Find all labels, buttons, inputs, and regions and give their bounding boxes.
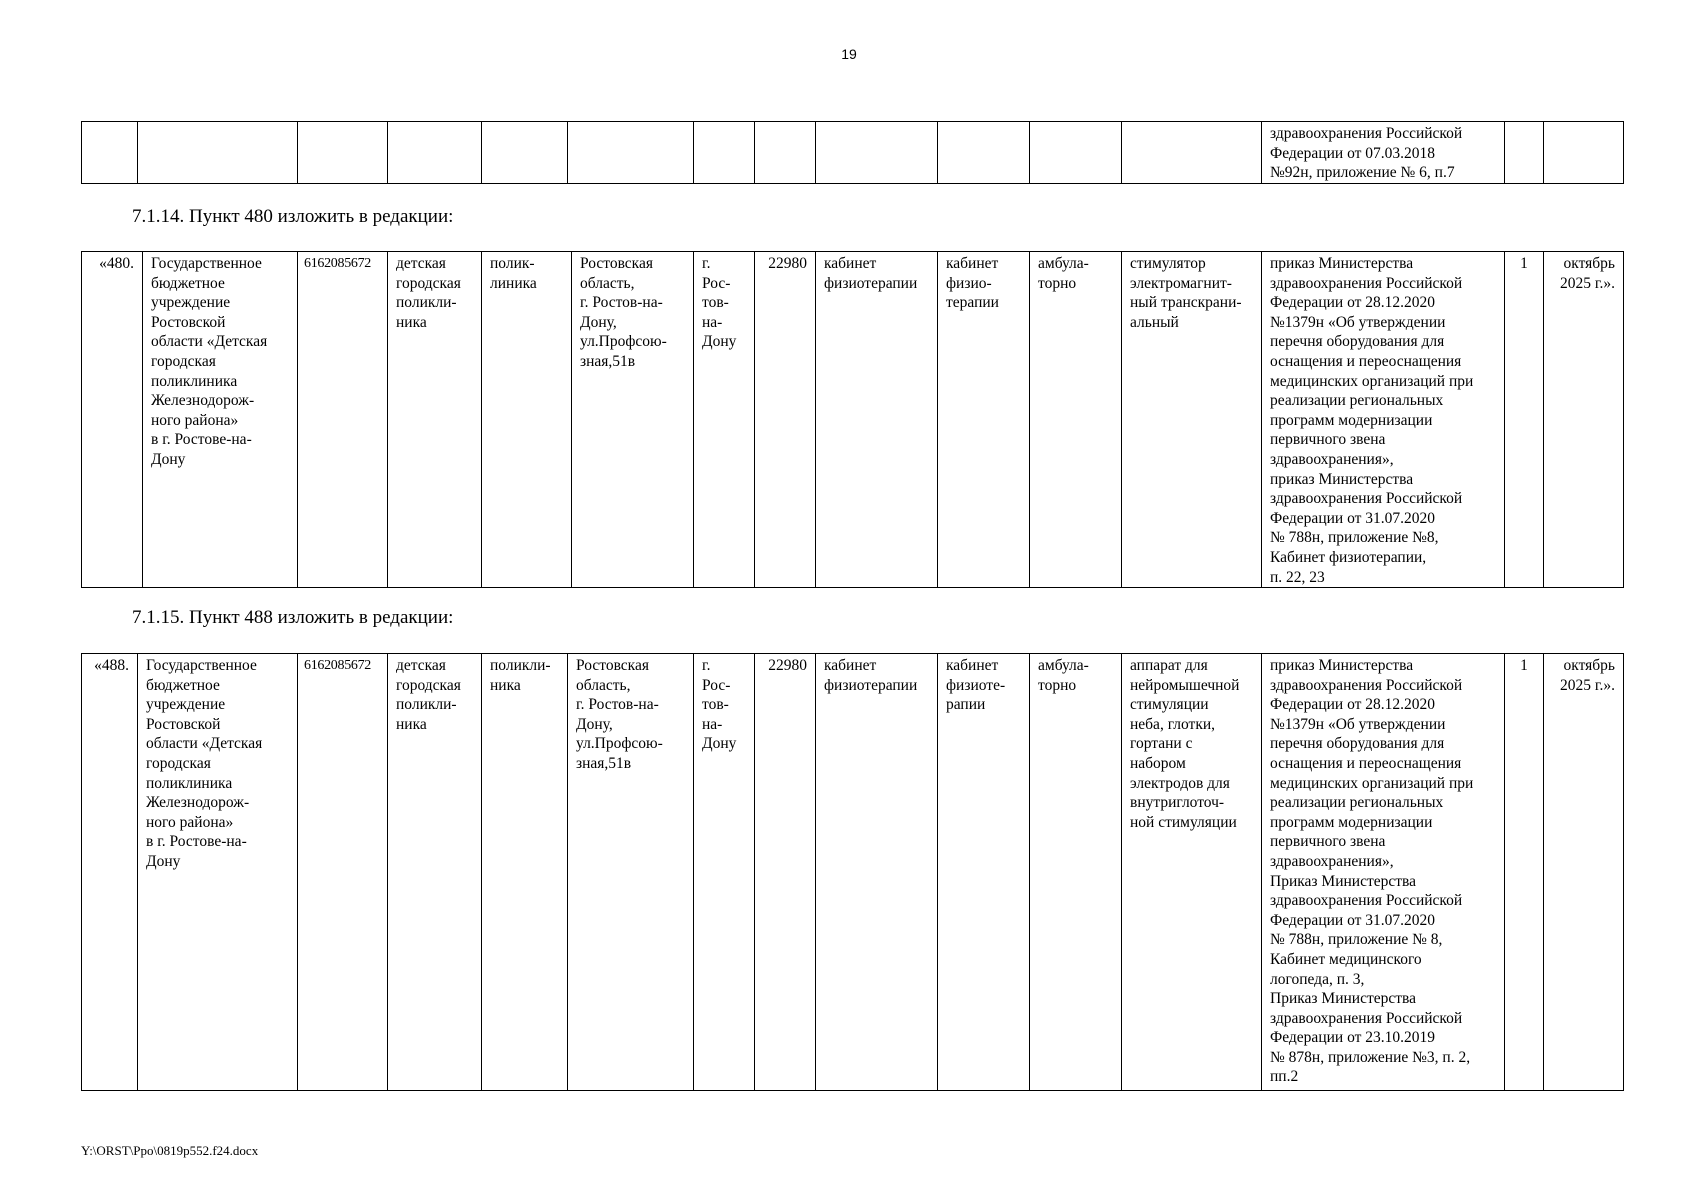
cell-type — [388, 122, 482, 184]
table-row — [82, 252, 1624, 588]
cell-date — [1544, 122, 1624, 184]
cell-qty — [1505, 122, 1544, 184]
table-continuation — [81, 121, 1624, 184]
cell-unit: кабинет физиотерапии — [816, 654, 938, 1091]
table-row — [82, 654, 1624, 1091]
page-number: 19 — [841, 46, 857, 62]
cell-city: г. Рос- тов- на- Дону — [694, 252, 755, 588]
cell-subtype: полик- линика — [482, 252, 572, 588]
cell-address: Ростовская область, г. Ростов-на- Дону, ул.Профсою- зная,51в — [572, 252, 694, 588]
cell-date: октябрь 2025 г.». — [1544, 252, 1624, 588]
cell-city — [694, 122, 755, 184]
cell-unit: кабинет физиотерапии — [816, 252, 938, 588]
cell-org: Государственное бюджетное учреждение Ростовской области «Детская городская поликлиника Железнодорож- ного района» в г. Ростове-на- Дону — [143, 252, 298, 588]
cell-type: детская городская поликли- ника — [388, 654, 482, 1091]
cell-basis: приказ Министерства здравоохранения Российской Федерации от 28.12.2020 №1379н «Об утверждении перечня оборудования для оснащения и переоснащения медицинских организаций при реализации региональных программ модернизации первичного звена здравоохранения», приказ Министерства здравоохранения Российской Федерации от 31.07.2020 № 788н, приложение №8, Кабинет физиотерапии, п. 22, 23 — [1262, 252, 1505, 588]
cell-inn: 6162085672 — [298, 654, 388, 1091]
cell-qty: 1 — [1505, 252, 1544, 588]
cell-org — [138, 122, 298, 184]
cell-room: кабинет физиоте- рапии — [938, 654, 1030, 1091]
cell-inn — [298, 122, 388, 184]
cell-num: «488. — [82, 654, 138, 1091]
cell-room — [938, 122, 1030, 184]
cell-type: детская городская поликли- ника — [388, 252, 482, 588]
cell-equipment: стимулятор электромагнит- ный транскрани- альный — [1122, 252, 1262, 588]
cell-num: «480. — [82, 252, 143, 588]
cell-basis: приказ Министерства здравоохранения Российской Федерации от 28.12.2020 №1379н «Об утверждении перечня оборудования для оснащения и переоснащения медицинских организаций при реализации региональных программ модернизации первичного звена здравоохранения», Приказ Министерства здравоохранения Российской Федерации от 31.07.2020 № 788н, приложение № 8, Кабинет медицинского логопеда, п. 3, Приказ Министерства здравоохранения Российской Федерации от 23.10.2019 № 878н, приложение №3, п. 2, пп.2 — [1262, 654, 1505, 1091]
section-heading-480: 7.1.14. Пункт 480 изложить в редакции: — [132, 206, 454, 227]
cell-mode: амбула- торно — [1030, 252, 1122, 588]
cell-date: октябрь 2025 г.». — [1544, 654, 1624, 1091]
cell-code — [755, 122, 816, 184]
cell-room: кабинет физио- терапии — [938, 252, 1030, 588]
cell-mode: амбула- торно — [1030, 654, 1122, 1091]
cell-qty: 1 — [1505, 654, 1544, 1091]
cell-city: г. Рос- тов- на- Дону — [694, 654, 755, 1091]
cell-address — [568, 122, 694, 184]
table-item-488 — [81, 653, 1624, 1091]
footer-file-path: Y:\ORST\Ppo\0819p552.f24.docx — [81, 1143, 259, 1158]
table-row — [82, 122, 1624, 184]
cell-mode — [1030, 122, 1122, 184]
cell-unit — [816, 122, 938, 184]
cell-basis: здравоохранения Российской Федерации от 07.03.2018 №92н, приложение № 6, п.7 — [1262, 122, 1505, 184]
cell-inn: 6162085672 — [298, 252, 388, 588]
cell-equipment — [1122, 122, 1262, 184]
cell-code: 22980 — [755, 654, 816, 1091]
cell-code: 22980 — [755, 252, 816, 588]
cell-org: Государственное бюджетное учреждение Ростовской области «Детская городская поликлиника Железнодорож- ного района» в г. Ростове-на- Дону — [138, 654, 298, 1091]
cell-address: Ростовская область, г. Ростов-на- Дону, ул.Профсою- зная,51в — [568, 654, 694, 1091]
cell-subtype: поликли- ника — [482, 654, 568, 1091]
cell-num — [82, 122, 138, 184]
table-item-480 — [81, 251, 1624, 588]
cell-subtype — [482, 122, 568, 184]
section-heading-488: 7.1.15. Пункт 488 изложить в редакции: — [132, 607, 454, 628]
cell-equipment: аппарат для нейромышечной стимуляции неба, глотки, гортани с набором электродов для внутриглоточ- ной стимуляции — [1122, 654, 1262, 1091]
